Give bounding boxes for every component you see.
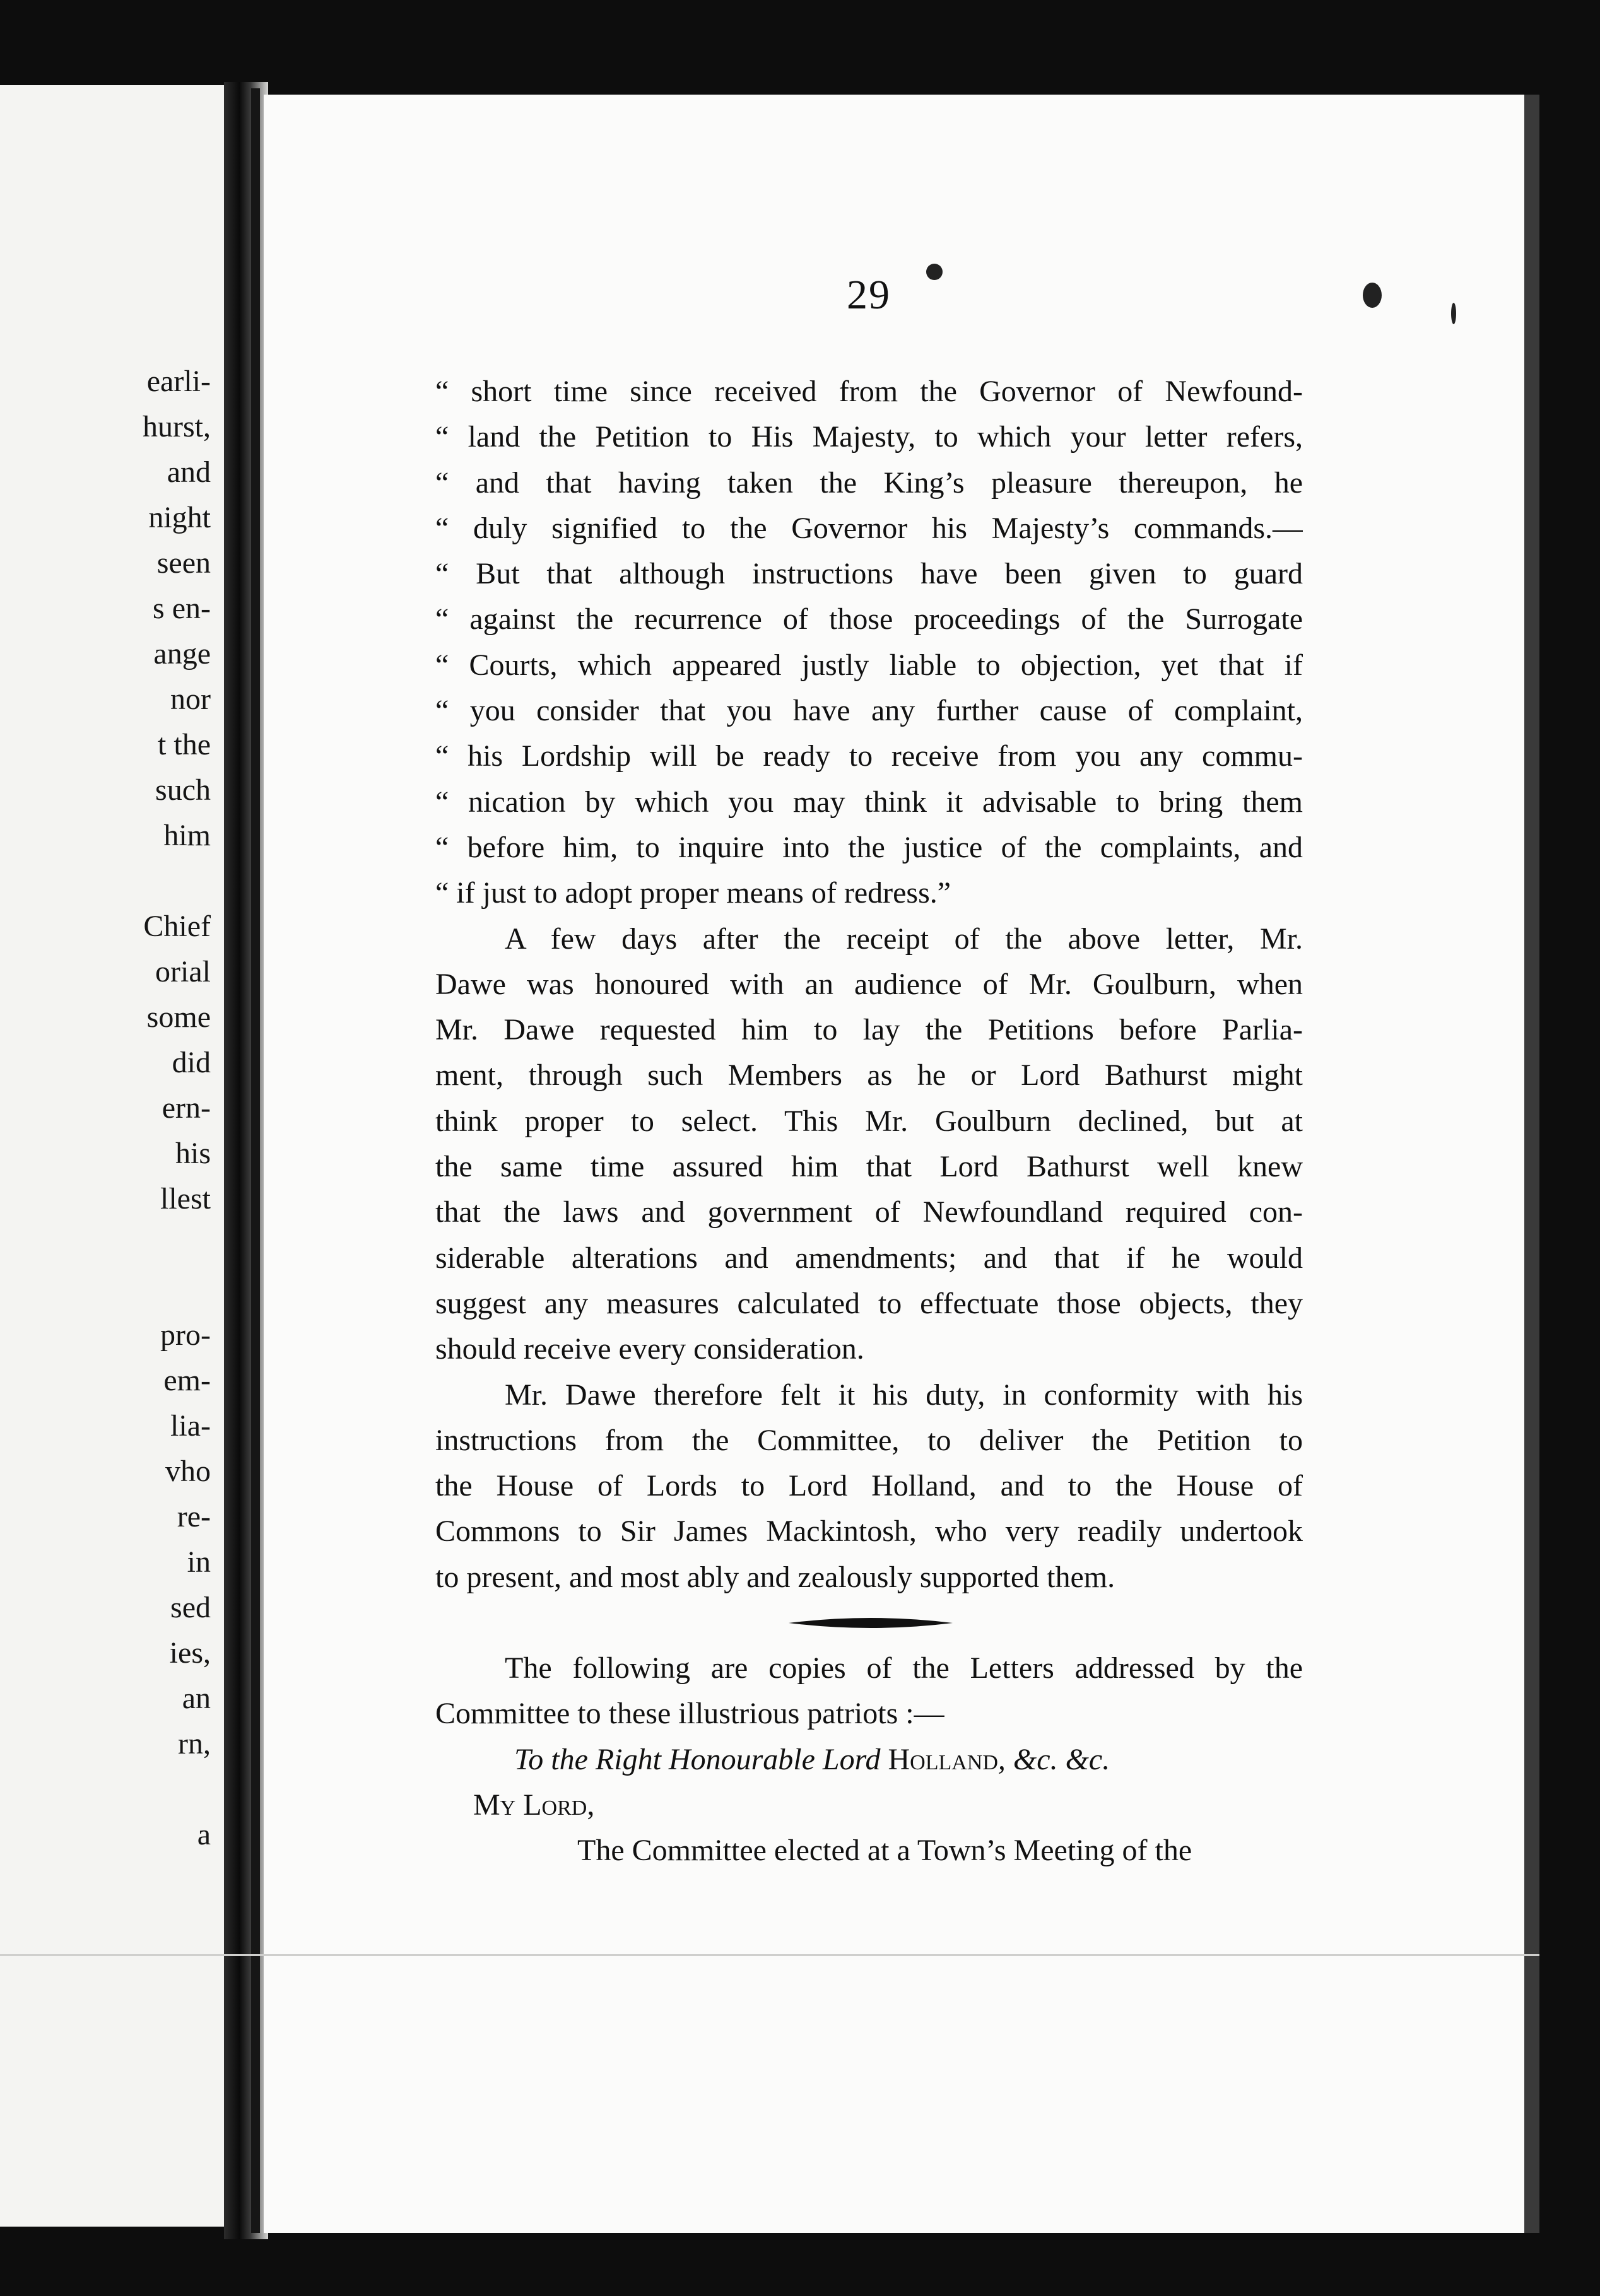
letter-salutation: My Lord, bbox=[473, 1788, 595, 1822]
previous-page-line: ern- bbox=[162, 1091, 211, 1125]
previous-page-line: vho bbox=[165, 1455, 211, 1488]
previous-page-line: him bbox=[163, 819, 211, 852]
text-line: “ against the recurrence of those proceedings of the Surrogate bbox=[435, 602, 1303, 636]
text-line: ment, through such Members as he or Lord Bathurst might bbox=[435, 1058, 1303, 1092]
page-edge-shadow bbox=[1524, 95, 1539, 2233]
previous-page-line: earli- bbox=[146, 365, 211, 398]
text-line: suggest any measures calculated to effectuate those objects, they bbox=[435, 1286, 1303, 1320]
text-line: the same time assured him that Lord Bathurst well knew bbox=[435, 1150, 1303, 1184]
text-line: “ and that having taken the King’s pleasure thereupon, he bbox=[435, 466, 1303, 500]
section-divider bbox=[435, 1600, 1303, 1646]
previous-page-line: ange bbox=[153, 637, 211, 671]
previous-page-line: em- bbox=[163, 1364, 211, 1397]
previous-page-line: s en- bbox=[153, 592, 211, 625]
previous-page-line: such bbox=[155, 773, 211, 807]
text-line: “ if just to adopt proper means of redress.” bbox=[435, 876, 951, 910]
text-line: should receive every consideration. bbox=[435, 1332, 864, 1366]
addressee-name: Holland bbox=[888, 1742, 998, 1776]
previous-page-line: hurst, bbox=[143, 410, 211, 443]
text-line: “ land the Petition to His Majesty, to which your letter refers, bbox=[435, 420, 1303, 454]
text-line: “ But that although instructions have been given to guard bbox=[435, 557, 1303, 591]
previous-page-line: did bbox=[172, 1046, 211, 1079]
text-line: “ Courts, which appeared justly liable to objection, yet that if bbox=[435, 648, 1303, 682]
letter-opening-line: The Committee elected at a Town’s Meeting of the bbox=[577, 1834, 1192, 1868]
previous-page-line: his bbox=[175, 1137, 211, 1170]
previous-page-line: sed bbox=[170, 1591, 211, 1624]
quoted-letter bbox=[435, 369, 1303, 917]
page-fold-line bbox=[0, 1954, 1539, 1956]
text-line: Commons to Sir James Mackintosh, who very readily undertook bbox=[435, 1514, 1303, 1549]
text-line: “ duly signified to the Governor his Majesty’s commands.— bbox=[435, 511, 1303, 545]
gutter-shadow bbox=[251, 88, 260, 2233]
previous-page-line: lia- bbox=[170, 1409, 211, 1443]
previous-page-line: pro- bbox=[160, 1318, 211, 1352]
addressee-suffix: , &c. &c. bbox=[997, 1742, 1110, 1776]
previous-page-line: seen bbox=[156, 546, 211, 580]
previous-page-line: Chief bbox=[143, 910, 211, 943]
text-line: “ before him, to inquire into the justice of the complaints, and bbox=[435, 830, 1303, 864]
previous-page-line: orial bbox=[155, 955, 211, 988]
page-number: 29 bbox=[847, 272, 891, 318]
paragraph-letters-intro bbox=[435, 1646, 1303, 1737]
text-line: “ nication by which you may think it advisable to bring them bbox=[435, 785, 1303, 819]
previous-page bbox=[0, 85, 235, 2227]
previous-page-line: some bbox=[146, 1000, 211, 1034]
text-line: Mr. Dawe therefore felt it his duty, in conformity with his bbox=[505, 1378, 1303, 1412]
previous-page-line: and bbox=[167, 455, 211, 489]
book-gutter bbox=[224, 82, 268, 2239]
text-line: Mr. Dawe requested him to lay the Petitions before Parlia- bbox=[435, 1013, 1303, 1047]
ink-speck bbox=[1363, 283, 1382, 308]
text-line: Committee to these illustrious patriots :— bbox=[435, 1697, 944, 1731]
ink-speck bbox=[926, 264, 943, 280]
previous-page-line: in bbox=[187, 1545, 211, 1579]
text-line: “ his Lordship will be ready to receive from you any commu- bbox=[435, 739, 1303, 773]
previous-page-line: an bbox=[182, 1682, 211, 1715]
previous-page-line: night bbox=[148, 501, 211, 534]
text-line: siderable alterations and amendments; and that if he would bbox=[435, 1241, 1303, 1275]
addressee-prefix: To the Right Honourable Lord bbox=[514, 1742, 888, 1776]
text-line: think proper to select. This Mr. Goulburn declined, but at bbox=[435, 1104, 1303, 1138]
text-line: A few days after the receipt of the above letter, Mr. bbox=[505, 922, 1303, 956]
text-line: that the laws and government of Newfoundland required con- bbox=[435, 1195, 1303, 1229]
paragraph-audience bbox=[435, 917, 1303, 1373]
previous-page-line: nor bbox=[170, 682, 211, 716]
previous-page-line: llest bbox=[160, 1182, 211, 1215]
previous-page-line: re- bbox=[177, 1500, 211, 1533]
text-line: the House of Lords to Lord Holland, and to the House of bbox=[435, 1469, 1303, 1503]
text-line: instructions from the Committee, to deliver the Petition to bbox=[435, 1423, 1303, 1457]
text-line: Dawe was honoured with an audience of Mr. Goulburn, when bbox=[435, 967, 1303, 1001]
previous-page-line: ies, bbox=[169, 1636, 211, 1670]
text-line: “ you consider that you have any further cause of complaint, bbox=[435, 694, 1303, 728]
text-line: to present, and most ably and zealously supported them. bbox=[435, 1560, 1115, 1594]
text-line: The following are copies of the Letters addressed by the bbox=[505, 1651, 1303, 1685]
previous-page-line: t the bbox=[158, 728, 211, 761]
ink-speck bbox=[1451, 303, 1456, 324]
letter-addressee bbox=[435, 1737, 1303, 1783]
paragraph-petition-delivery bbox=[435, 1373, 1303, 1600]
text-line: “ short time since received from the Governor of Newfound- bbox=[435, 375, 1303, 408]
page-body bbox=[435, 369, 1303, 1874]
previous-page-line: a bbox=[197, 1818, 211, 1851]
previous-page-line: rn, bbox=[178, 1727, 211, 1760]
